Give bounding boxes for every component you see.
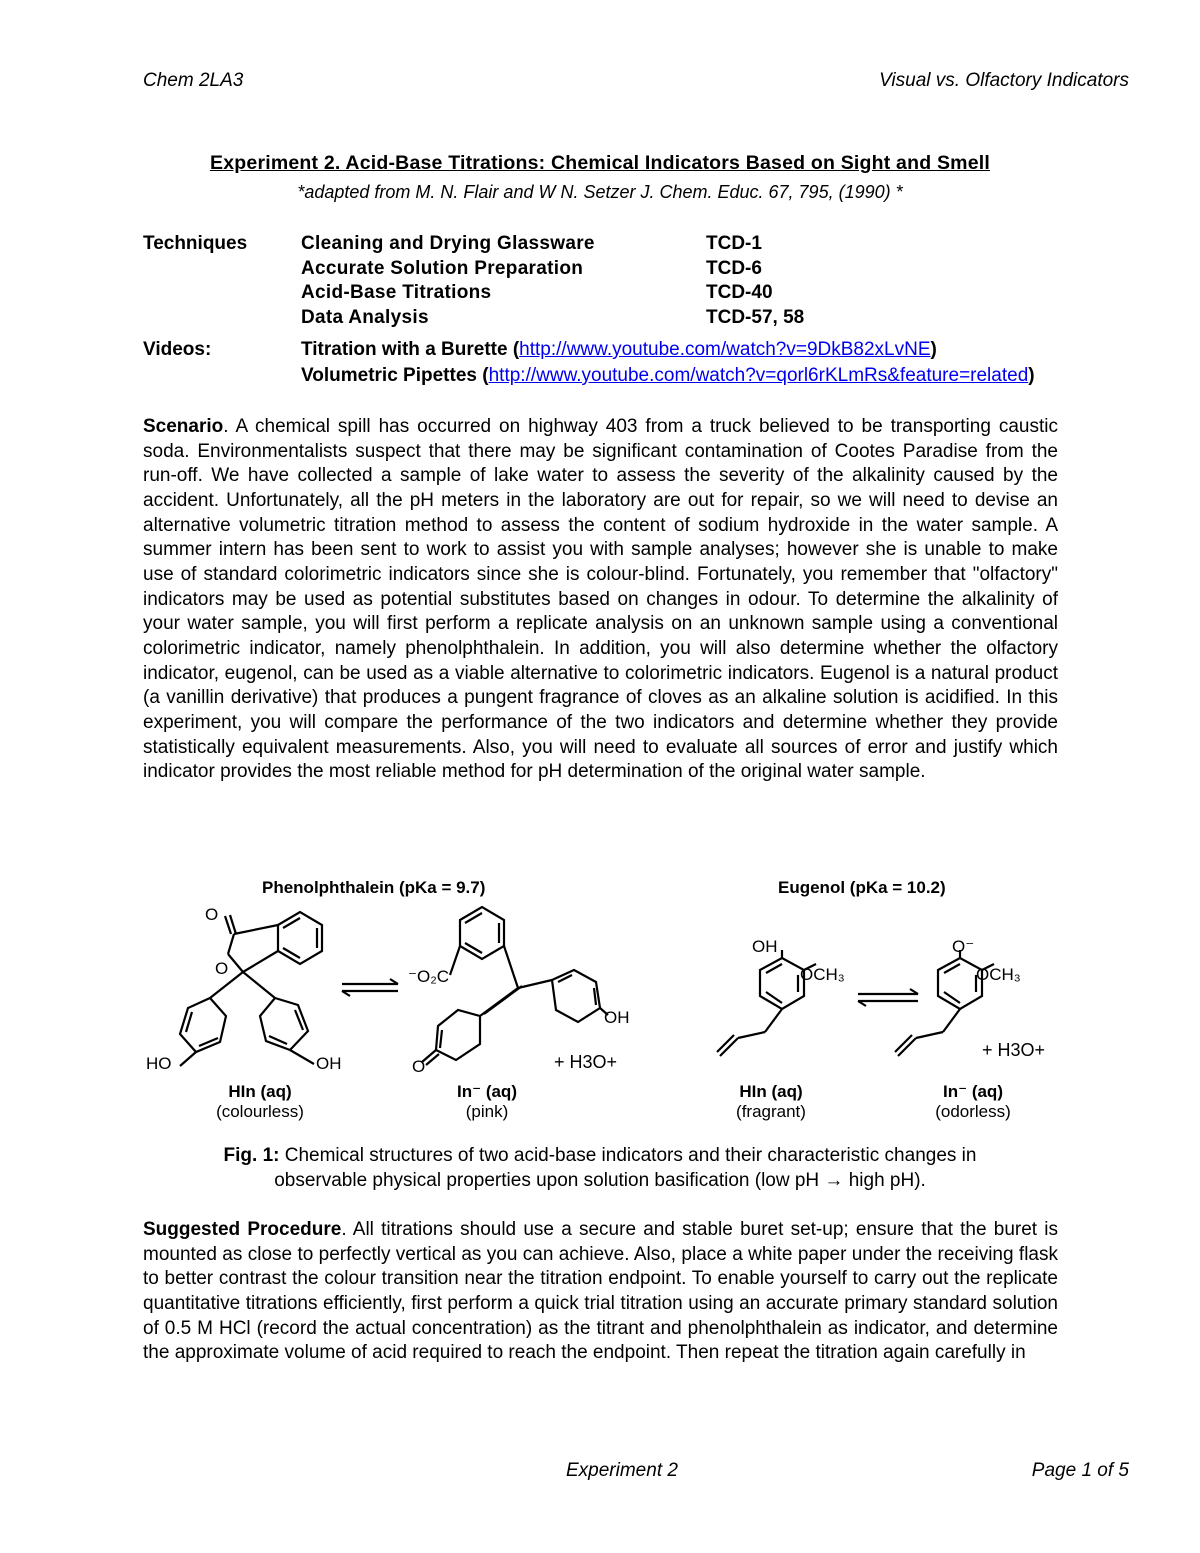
- technique-name: Acid-Base Titrations: [301, 282, 492, 304]
- technique-code: TCD-57, 58: [706, 306, 805, 328]
- svg-text:OCH₃: OCH₃: [976, 965, 1021, 984]
- header-course: Chem 2LA3: [143, 70, 244, 91]
- svg-text:OH: OH: [604, 1008, 630, 1027]
- benzene-ring: [460, 907, 504, 959]
- techniques-label: Techniques: [143, 233, 248, 254]
- scenario-paragraph: [143, 415, 1058, 785]
- technique-name: Accurate Solution Preparation: [301, 257, 584, 279]
- page-title: Experiment 2. Acid-Base Titrations: Chemical Indicators Based on Sight and Smell: [210, 152, 990, 174]
- eugenol-hin-label: [696, 1082, 846, 1122]
- phenolphthalein-title: Phenolphthalein (pKa = 9.7): [262, 878, 486, 897]
- technique-name: Cleaning and Drying Glassware: [301, 233, 595, 254]
- svg-text:O: O: [412, 1057, 426, 1076]
- species-label: In⁻ (aq): [457, 1082, 517, 1101]
- scenario-text: . A chemical spill has occurred on highway 403 from a truck believed to be transporting caustic soda. Environmentalists suspect that there may be significant contamination of Cootes Paradise from the run-off. We have collected a sample of lake water to assess the severity of the alkalinity caused by the accident. Unfortunately, all the pH meters in the laboratory are out for repair, so we will need to devise an alternative volumetric titration method to assess the content of sodium hydroxide in the water sample. A summer intern has been sent to work to assist you with sample analyses; however she is unable to make use of standard colorimetric indicators since she is colour-blind. Fortunately, you remember that "olfactory" indicators may be used as potential substitutes based on changes in odour. To determine the alkalinity of your water sample, you will first perform a replicate analysis on an unknown sample using a conventional colorimetric indicator, namely phenolphthalein. In addition, you will also determine whether the olfactory indicator, eugenol, can be used as a viable alternative to colorimetric indicators. Eugenol is a natural product (a vanillin derivative) that produces a pungent fragrance of cloves as an alkaline solution is acidified. In this experiment, you will compare the performance of the two indicators and determine whether they provide statistically equivalent measurements. Also, you will need to evaluate all sources of error and justify which indicator provides the most reliable method for pH determination of the original water sample.: [143, 416, 1058, 783]
- eugenol-title: Eugenol (pKa = 10.2): [778, 878, 946, 897]
- svg-text:OCH₃: OCH₃: [800, 965, 845, 984]
- technique-name: Data Analysis: [301, 306, 429, 328]
- svg-text:⁻O₂C: ⁻O₂C: [408, 967, 450, 986]
- svg-text:OH: OH: [752, 937, 778, 956]
- species-description: (fragrant): [736, 1102, 806, 1121]
- video-link[interactable]: http://www.youtube.com/watch?v=9DkB82xLvNE: [519, 339, 931, 360]
- phenol-hin-label: [170, 1082, 350, 1122]
- figure-caption: [0, 1144, 1200, 1193]
- procedure-heading: Suggested Procedure: [143, 1219, 342, 1240]
- plus-h3o-label: + H3O+: [982, 1040, 1046, 1060]
- species-label: HIn (aq): [228, 1082, 292, 1101]
- video-title: Volumetric Pipettes: [301, 365, 477, 386]
- footer-page-number: Page 1 of 5: [1031, 1460, 1129, 1481]
- phenol-ring: [552, 970, 600, 1022]
- footer-experiment: Experiment 2: [566, 1460, 678, 1481]
- species-label: HIn (aq): [739, 1082, 803, 1101]
- caption-text: Chemical structures of two acid-base indicators and their characteristic changes in: [279, 1145, 977, 1166]
- species-description: (colourless): [216, 1102, 304, 1121]
- video-title: Titration with a Burette: [301, 339, 508, 360]
- caption-line: [0, 1144, 1200, 1169]
- benzene-ring: [278, 912, 322, 964]
- technique-code: TCD-6: [706, 257, 762, 279]
- phenol-in-label: [412, 1082, 562, 1122]
- quinoid-ring: [436, 1010, 480, 1060]
- plus-h3o-label: + H3O+: [554, 1052, 618, 1072]
- svg-text:O: O: [205, 905, 219, 924]
- page-subtitle: *adapted from M. N. Flair and W N. Setzer J. Chem. Educ. 67, 795, (1990) *: [297, 182, 903, 202]
- species-description: (pink): [465, 1102, 509, 1121]
- videos-label: Videos:: [143, 339, 212, 360]
- procedure-text: . All titrations should use a secure and stable buret set-up; ensure that the buret is mounted as close to perfectly vertical as you can achieve. Also, place a white paper under the receiving flask to better contrast the colour transition near the titration endpoint. To enable yourself to carry out the replicate quantitative titrations efficiently, first perform a quick trial titration using an accurate primary standard solution of 0.5 M HCl (record the actual concentration) as the titrant and phenolphthalein as indicator, and determine the approximate volume of acid required to reach the endpoint. Then repeat the titration again carefully in: [143, 1219, 1058, 1364]
- svg-text:O⁻: O⁻: [952, 937, 975, 956]
- svg-text:O: O: [215, 959, 229, 978]
- figure-indicator-structures: [130, 870, 1090, 1140]
- technique-code: TCD-1: [706, 233, 762, 254]
- procedure-paragraph: [143, 1218, 1058, 1366]
- svg-text:OH: OH: [316, 1054, 342, 1073]
- video-entry: Volumetric Pipettes (http://www.youtube.com/watch?v=qorl6rKLmRs&feature=related): [301, 365, 1035, 386]
- technique-code: TCD-40: [706, 282, 773, 304]
- species-description: (odorless): [935, 1102, 1011, 1121]
- species-label: In⁻ (aq): [943, 1082, 1003, 1101]
- header-topic: Visual vs. Olfactory Indicators: [879, 70, 1129, 91]
- video-link[interactable]: http://www.youtube.com/watch?v=qorl6rKLmRs&feature=related: [488, 365, 1029, 386]
- caption-label: Fig. 1:: [223, 1145, 280, 1166]
- svg-text:HO: HO: [146, 1054, 172, 1073]
- caption-line: observable physical properties upon solution basification (low pH → high pH).: [274, 1169, 926, 1191]
- scenario-heading: Scenario: [143, 416, 224, 437]
- video-entry: Titration with a Burette (http://www.youtube.com/watch?v=9DkB82xLvNE): [301, 339, 937, 360]
- eugenol-in-label: [898, 1082, 1048, 1122]
